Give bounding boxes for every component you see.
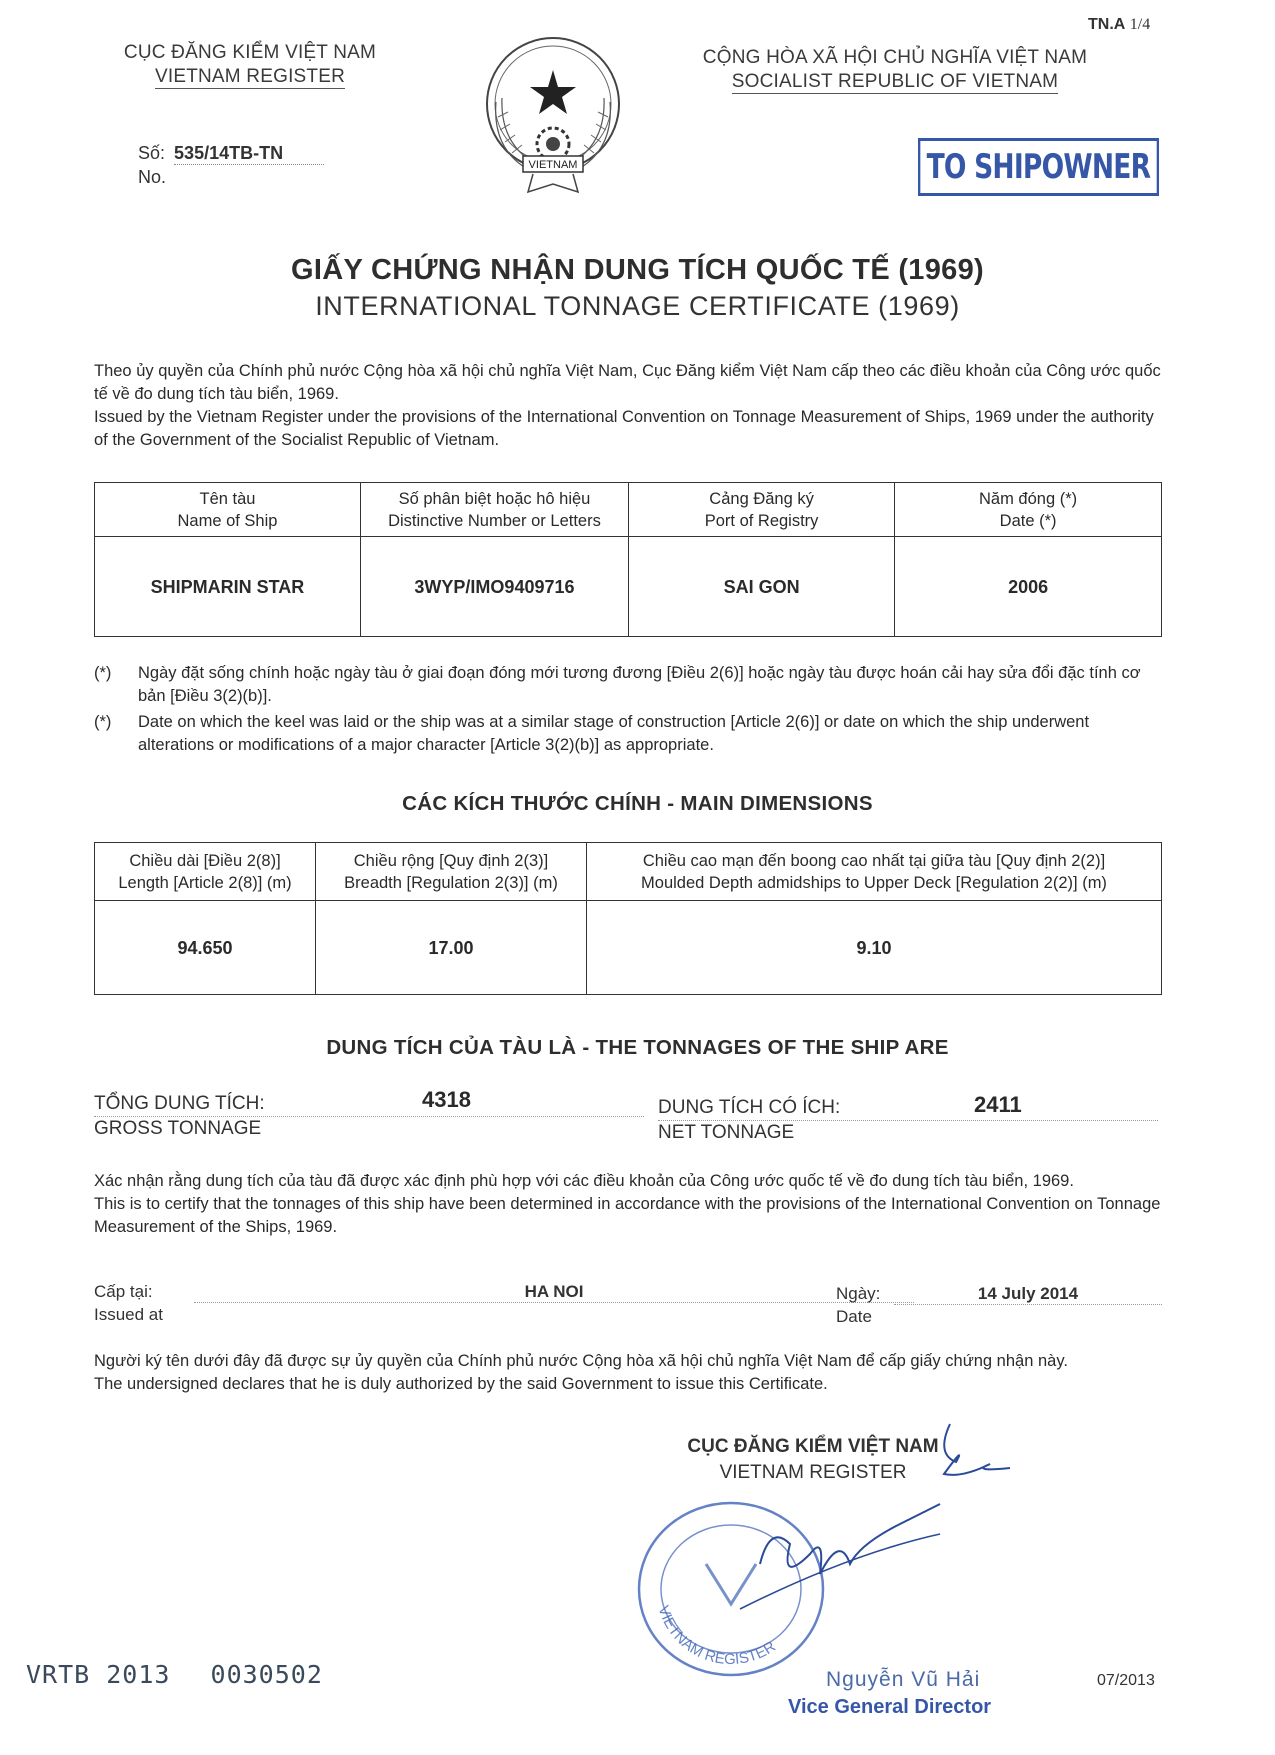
issue-details [94, 1282, 1162, 1332]
dimensions-table [94, 842, 1162, 995]
gross-label-en: GROSS TONNAGE [94, 1118, 262, 1139]
republic-header [680, 47, 1110, 93]
tonnages-heading: DUNG TÍCH CỦA TÀU LÀ - THE TONNAGES OF THE SHIP ARE [326, 1036, 949, 1059]
shipowner-stamp: TO SHIPOWNER [918, 138, 1159, 196]
signatory-title: Vice General Director [788, 1696, 992, 1718]
gross-tonnage [94, 1087, 644, 1141]
title-vi: GIẤY CHỨNG NHẬN DUNG TÍCH QUỐC TẾ (1969) [291, 254, 984, 286]
signatory-block [788, 1668, 1048, 1719]
intro-text [94, 360, 1164, 452]
republic-name-en: SOCIALIST REPUBLIC OF VIETNAM [731, 71, 1059, 92]
serial-prefix: VRTB 2013 [26, 1660, 171, 1689]
certify-text [94, 1170, 1162, 1239]
header-date: Năm đóng (*) Date (*) [895, 483, 1162, 537]
footnotes [94, 662, 1162, 757]
ship-name: SHIPMARIN STAR [95, 537, 361, 637]
title-en: INTERNATIONAL TONNAGE CERTIFICATE (1969) [315, 291, 960, 321]
intro-vi: Theo ủy quyền của Chính phủ nước Cộng hòa xã hội chủ nghĩa Việt Nam, Cục Đăng kiểm Việt Nam cấp theo các điều khoản của Công ước quốc tế về đo dung tích tàu biển, 1969. [94, 362, 1161, 403]
breadth-value: 17.00 [316, 901, 587, 995]
declaration-vi: Người ký tên dưới đây đã được sự ủy quyền của Chính phủ nước Cộng hòa xã hội chủ nghĩa Việt Nam để cấp giấy chứng nhận này. [94, 1352, 1068, 1370]
footnote-en: (*) Date on which the keel was laid or the ship was at a similar stage of construction [Article 2(6)] or date on which the ship underwent alterations or modifications of a major character [Article 3(2)(b)] as appropriate. [94, 713, 1090, 754]
declaration-en: The undersigned declares that he is duly authorized by the said Government to issue this Certificate. [94, 1375, 828, 1393]
depth-value: 9.10 [587, 901, 1162, 995]
net-tonnage [658, 1092, 1158, 1145]
header-ship-name: Tên tàu Name of Ship [95, 483, 361, 537]
issue-date: 14 July 2014 [894, 1284, 1162, 1305]
number-value: 535/14TB-TN [174, 143, 324, 165]
form-page: 1/4 [1129, 16, 1151, 33]
issuer-name-vi: CỤC ĐĂNG KIỂM VIỆT NAM [123, 42, 377, 63]
republic-name-vi: CỘNG HÒA XÃ HỘI CHỦ NGHĨA VIỆT NAM [702, 47, 1088, 68]
length-value: 94.650 [95, 901, 316, 995]
declaration-text [94, 1350, 1162, 1396]
ship-table [94, 482, 1162, 637]
certify-en: This is to certify that the tonnages of this ship have been determined in accordance with the provisions of the International Convention on Tonnage Measurement of the Ships, 1969. [94, 1195, 1161, 1236]
form-code [1088, 16, 1150, 34]
footnote-vi: (*) Ngày đặt sống chính hoặc ngày tàu ở giai đoạn đóng mới tương đương [Điều 2(6)] hoặc ngày tàu được hoán cải hay sửa đổi đặc tính cơ bản [Điều 3(2)(b)]. [94, 664, 1141, 705]
net-label-en: NET TONNAGE [658, 1122, 795, 1143]
national-emblem [478, 32, 628, 202]
header-breadth: Chiều rộng [Quy định 2(3)] Breadth [Regulation 2(3)] (m) [316, 843, 587, 901]
header-distinctive-number: Số phân biệt hoặc hô hiệu Distinctive Number or Letters [360, 483, 628, 537]
emblem-text: VIETNAM [528, 159, 578, 171]
signature [700, 1414, 1020, 1644]
signatory-org-en: VIETNAM REGISTER [719, 1462, 907, 1483]
header-length: Chiều dài [Điều 2(8)] Length [Article 2(8)] (m) [95, 843, 316, 901]
number-label-vi: Số: [138, 143, 166, 163]
signatory-name: Nguyễn Vũ Hải [826, 1668, 981, 1691]
issued-place: HA NOI [194, 1282, 914, 1303]
form-code-value: TN.A [1088, 16, 1126, 33]
gross-value: 4318 [422, 1087, 471, 1112]
issued-at-label: Cấp tại: Issued at [94, 1282, 163, 1324]
issuer-header [105, 42, 395, 88]
build-date: 2006 [895, 537, 1162, 637]
dimensions-heading: CÁC KÍCH THƯỚC CHÍNH - MAIN DIMENSIONS [402, 792, 873, 815]
serial-value: 0030502 [210, 1660, 323, 1689]
distinctive-number: 3WYP/IMO9409716 [360, 537, 628, 637]
certificate-title [0, 254, 1275, 322]
seal-text: VIETNAM REGISTER [654, 1603, 779, 1669]
header-port-of-registry: Cảng Đăng ký Port of Registry [628, 483, 894, 537]
issue-date-label: Ngày: Date [836, 1284, 881, 1326]
form-date: 07/2013 [1097, 1672, 1155, 1689]
number-label-en: No. [138, 167, 167, 187]
gross-label-vi: TỔNG DUNG TÍCH: [94, 1093, 265, 1114]
issuer-name-en: VIETNAM REGISTER [154, 66, 346, 87]
net-value: 2411 [974, 1092, 1022, 1117]
certificate-number [138, 143, 324, 188]
certify-vi: Xác nhận rằng dung tích của tàu đã được xác định phù hợp với các điều khoản của Công ước quốc tế về đo dung tích tàu biển, 1969. [94, 1172, 1074, 1190]
net-label-vi: DUNG TÍCH CÓ ÍCH: [658, 1097, 841, 1118]
intro-en: Issued by the Vietnam Register under the provisions of the International Convention on Tonnage Measurement of Ships, 1969 under the authority of the Government of the Socialist Republic of Vietnam. [94, 408, 1154, 449]
signatory-org-vi: CỤC ĐĂNG KIỂM VIỆT NAM [687, 1436, 939, 1457]
serial-number [26, 1660, 323, 1689]
header-depth: Chiều cao mạn đến boong cao nhất tại giữa tàu [Quy định 2(2)] Moulded Depth admidships to Upper Deck [Regulation 2(2)] (m) [587, 843, 1162, 901]
port-of-registry: SAI GON [628, 537, 894, 637]
